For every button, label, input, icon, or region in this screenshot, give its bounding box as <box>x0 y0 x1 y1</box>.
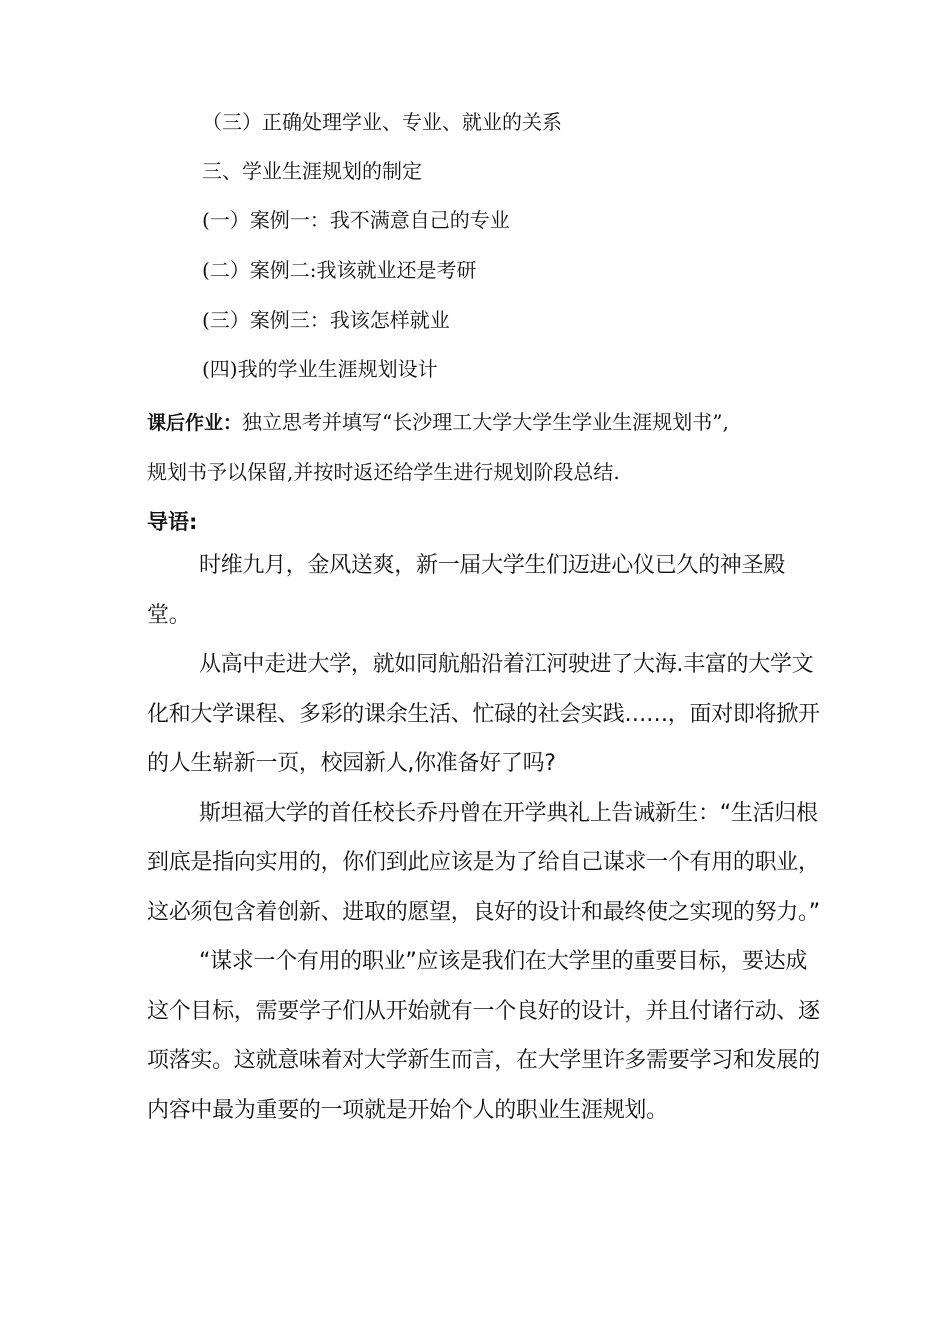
homework-line-2: 规划书予以保留,并按时返还给学生进行规划阶段总结. <box>147 460 620 484</box>
intro-paragraph-4: “谋求一个有用的职业”应该是我们在大学里的重要目标，要达成这个目标，需要学子们从开始就有一个良好的设计，并且付诸行动、逐项落实。这就意味着对大学新生而言，在大学里许多需要学习和发展的内容中最为重要的一项就是开始个人的职业生涯规划。 <box>147 949 820 1123</box>
homework-line-1 <box>147 408 729 437</box>
homework-label: 课后作业： <box>147 412 243 434</box>
section-heading-planning: 三、学业生涯规划的制定 <box>202 159 422 183</box>
intro-paragraph-1: 时维九月，金风送爽，新一届大学生们迈进心仪已久的神圣殿堂。 <box>147 553 785 628</box>
outline-item-case-2: (二）案例二:我该就业还是考研 <box>202 258 477 282</box>
intro-heading: 导语: <box>147 510 198 534</box>
outline-item-case-1: (一）案例一：我不满意自己的专业 <box>202 208 510 232</box>
intro-paragraph-2: 从高中走进大学，就如同航船沿着江河驶进了大海.丰富的大学文化和大学课程、多彩的课余生活、忙碌的社会实践……，面对即将掀开的人生崭新一页，校园新人,你准备好了吗? <box>147 652 820 776</box>
outline-item-plan-design: (四)我的学业生涯规划设计 <box>202 357 438 381</box>
homework-text: 独立思考并填写“长沙理工大学大学生学业生涯规划书”, <box>242 410 729 434</box>
outline-item-3-relations: （三）正确处理学业、专业、就业的关系 <box>202 110 562 134</box>
intro-paragraph-3: 斯坦福大学的首任校长乔丹曾在开学典礼上告诫新生：“生活归根到底是指向实用的，你们到此应该是为了给自己谋求一个有用的职业，这必须包含着创新、进取的愿望，良好的设计和最终使之实现的努力。” <box>147 800 820 925</box>
intro-body <box>147 541 827 1135</box>
outline-item-case-3: (三）案例三：我该怎样就业 <box>202 308 450 332</box>
